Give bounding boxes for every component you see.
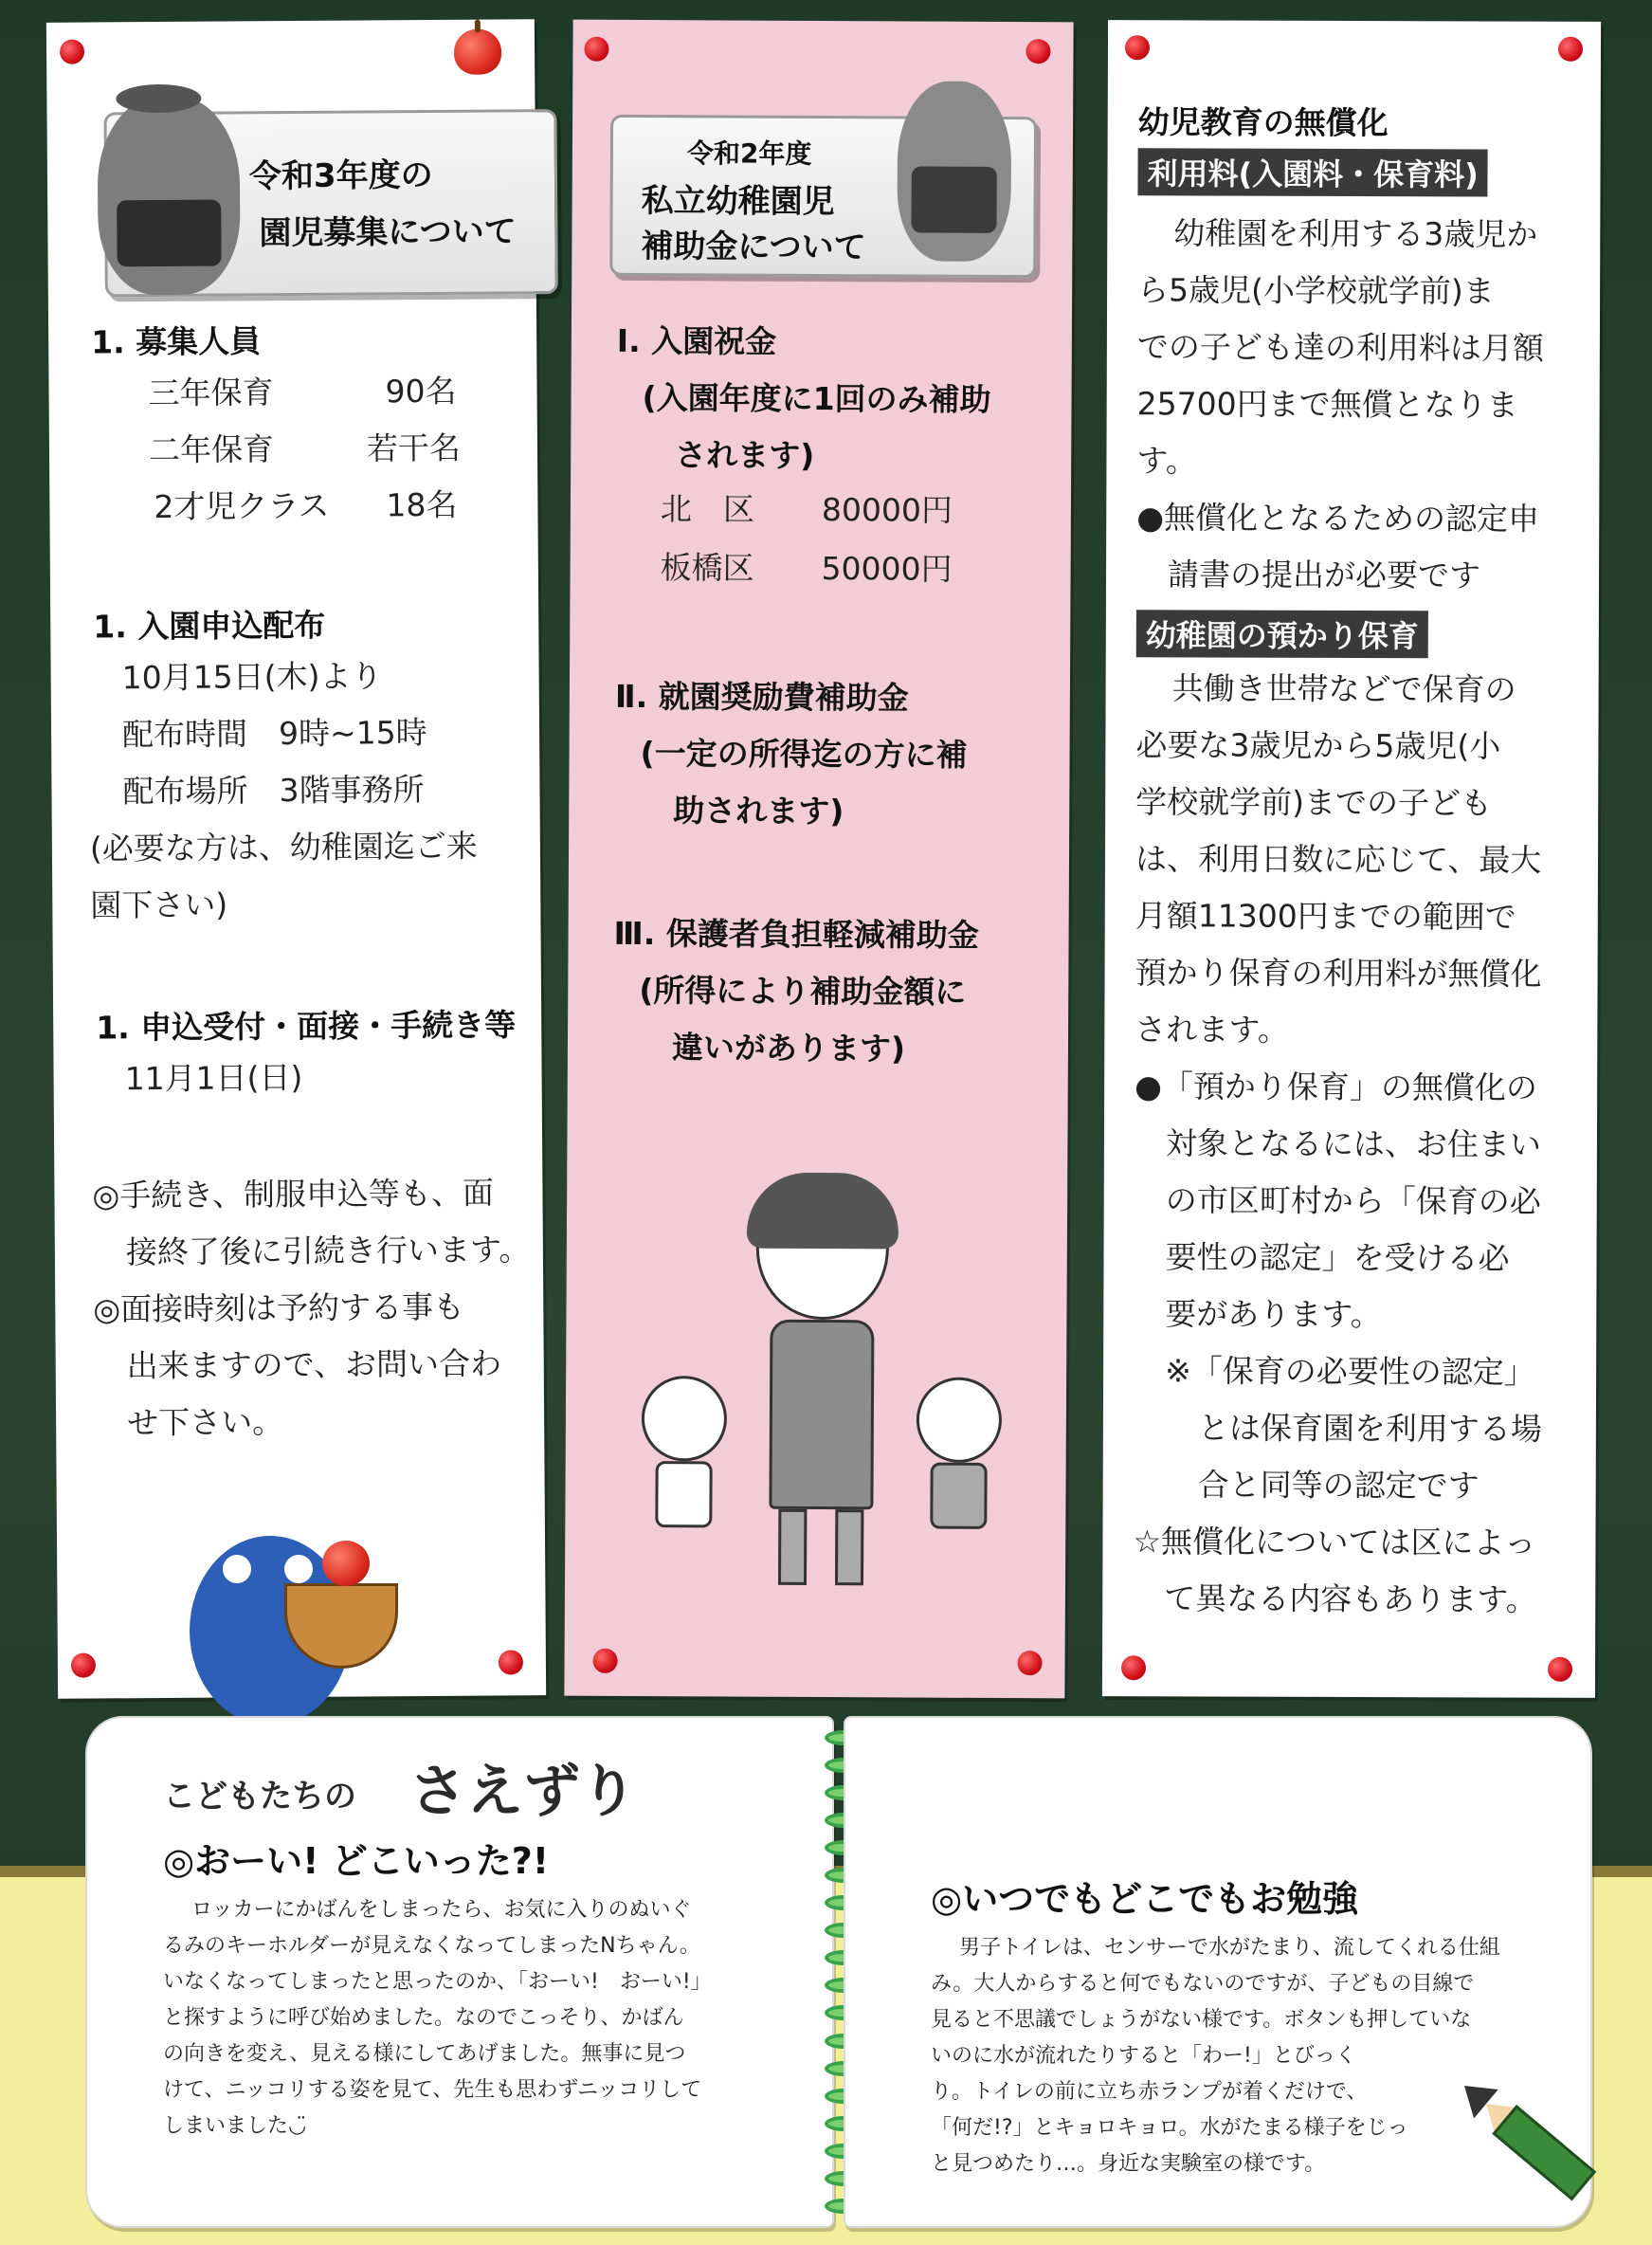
note-line: せ下さい。 — [127, 1403, 284, 1442]
note-line: ◎面接時刻は予約する事も — [93, 1287, 465, 1328]
ward-difference-note: て異なる内容もあります。 — [1164, 1579, 1537, 1618]
red-pin-icon — [1558, 37, 1583, 62]
itabashi-ward-value: 50000円 — [821, 550, 953, 588]
two-year-value: 若干名 — [366, 429, 462, 467]
eligibility-bullet: 要性の認定」を受ける必 — [1165, 1238, 1510, 1277]
apple-icon — [454, 28, 501, 74]
usage-fee-line: での子ども達の利用料は月額 — [1136, 328, 1544, 367]
left-story-line: と探すように呼び始めました。なのでこっそり、かばん — [163, 2006, 684, 2030]
eligibility-bullet: 対象となるには、お住まい — [1165, 1124, 1542, 1163]
plate-title-line1: 令和2年度 — [686, 137, 812, 170]
usage-fee-line: ら5歳児(小学校就学前)ま — [1137, 271, 1495, 310]
red-pin-icon — [1125, 35, 1150, 60]
elephant-mascot-icon — [97, 95, 240, 295]
right-story-line: り。トイレの前に立ち赤ランプが着くだけで、 — [931, 2080, 1368, 2104]
kita-ward-value: 80000円 — [821, 491, 953, 529]
age2-class-label: 2才児クラス — [154, 486, 330, 526]
certificate-bullet: 請書の提出が必要です — [1167, 556, 1481, 594]
interview-date: 11月1日(日) — [124, 1058, 303, 1098]
red-pin-icon — [1548, 1657, 1572, 1682]
recruitment-title-plate — [103, 109, 557, 297]
free-education-column — [1102, 20, 1601, 1698]
extended-care-bar: 幼稚園の預かり保育 — [1136, 610, 1428, 658]
distribution-line: (必要な方は、幼稚園迄ご来 — [89, 827, 478, 867]
age2-class-value: 18名 — [386, 485, 458, 524]
entrance-gift-heading: Ⅰ. 入園祝金 — [616, 321, 777, 360]
note-line: 接終了後に引続き行います。 — [125, 1231, 531, 1271]
certification-note: とは保育園を利用する場 — [1197, 1409, 1542, 1448]
red-pin-icon — [593, 1649, 618, 1673]
extended-care-line: は、利用日数に応じて、最大 — [1135, 840, 1542, 879]
notebook-right-page — [844, 1716, 1592, 2228]
usage-fee-line: 25700円まで無償となりま — [1136, 385, 1518, 424]
three-year-label: 三年保育 — [148, 374, 274, 412]
ward-difference-note: ☆無償化については区によっ — [1133, 1523, 1536, 1561]
note-line: 出来ますので、お問い合わ — [126, 1344, 502, 1385]
notebook-title-big: さえずり — [409, 1759, 637, 1825]
red-pin-icon — [71, 1652, 96, 1677]
left-story-line: けて、ニッコリする姿を見て、先生も思わずニッコリして — [163, 2078, 702, 2102]
right-story-line: 男子トイレは、センサーで水がたまり、流してくれる仕組 — [959, 1936, 1500, 1960]
right-story-line: 「何だ!?」とキョロキョロ。水がたまる様子をじっ — [931, 2116, 1408, 2140]
burden-reduction-heading: Ⅲ. 保護者負担軽減補助金 — [613, 914, 979, 954]
red-pin-icon — [60, 40, 84, 64]
distribution-line: 配布場所 3階事務所 — [122, 771, 425, 811]
distribution-line: 園下さい) — [90, 885, 228, 924]
three-year-value: 90名 — [385, 372, 457, 411]
left-story-line: しまいました◡̈ — [163, 2114, 307, 2138]
recruit-count-heading: 1. 募集人員 — [91, 322, 262, 361]
entrance-gift-sub: されます) — [675, 436, 815, 474]
usage-fee-line: 幼稚園を利用する3歳児か — [1173, 214, 1538, 253]
plate-title-line2: 私立幼稚園児 — [641, 182, 835, 222]
right-story-heading: ◎いつでもどこでもお勉強 — [931, 1878, 1359, 1920]
burden-reduction-sub: 違いがあります) — [671, 1029, 906, 1068]
burden-reduction-sub: (所得により補助金額に — [639, 972, 967, 1011]
bluebird-mascot-icon — [171, 1517, 408, 1744]
left-story-heading: ◎おーい! どこいった?! — [163, 1840, 550, 1882]
teacher-children-illustration — [631, 1177, 1022, 1596]
eligibility-bullet: 要があります。 — [1165, 1295, 1382, 1334]
encouragement-subsidy-heading: Ⅱ. 就園奨励費補助金 — [614, 677, 909, 717]
interview-heading: 1. 申込受付・面接・手続き等 — [96, 1006, 517, 1047]
kita-ward-label: 北 区 — [660, 490, 755, 528]
red-pin-icon — [499, 1650, 523, 1674]
distribution-line: 10月15日(木)より — [121, 657, 383, 697]
extended-care-line: 預かり保育の利用料が無償化 — [1135, 954, 1542, 993]
eligibility-bullet: の市区町村から「保育の必 — [1165, 1181, 1541, 1220]
plate-title-line1: 令和3年度の — [248, 155, 433, 196]
certificate-bullet: ●無償化となるための認定申 — [1136, 499, 1540, 538]
cat-mascot-icon — [897, 81, 1011, 262]
entrance-gift-sub: (入園年度に1回のみ補助 — [642, 379, 991, 418]
free-education-title: 幼児教育の無償化 — [1137, 103, 1389, 142]
extended-care-line: 月額11300円までの範囲で — [1135, 897, 1516, 936]
distribution-line: 配布時間 9時~15時 — [121, 714, 427, 754]
application-distribution-heading: 1. 入園申込配布 — [93, 606, 326, 646]
red-pin-icon — [1017, 1651, 1042, 1675]
left-story-line: るみのキーホルダーが見えなくなってしまったNちゃん。 — [163, 1934, 700, 1958]
right-story-line: み。大人からすると何でもないのですが、子どもの目線で — [931, 1972, 1475, 1996]
plate-title-line3: 補助金について — [641, 228, 866, 267]
plate-title-line2: 園児募集について — [259, 212, 517, 253]
extended-care-line: 必要な3歳児から5歳児(小 — [1135, 726, 1501, 765]
right-story-line: 見ると不思議でしょうがない様です。ボタンも押していな — [931, 2008, 1472, 2032]
certification-note: ※「保育の必要性の認定」 — [1165, 1352, 1535, 1391]
notebook-left-page — [85, 1716, 834, 2228]
red-pin-icon — [1121, 1655, 1146, 1680]
recruitment-column — [46, 19, 546, 1699]
itabashi-ward-label: 板橋区 — [660, 549, 754, 587]
notebook-title-small: こどもたちの — [163, 1778, 356, 1816]
note-line: ◎手続き、制服申込等も、面 — [92, 1174, 495, 1214]
extended-care-line: 共働き世帯などで保育の — [1171, 669, 1516, 708]
encouragement-subsidy-sub: 助されます) — [673, 792, 844, 830]
kids-chirp-notebook — [85, 1716, 1602, 2228]
left-story-line: ロッカーにかばんをしまったら、お気に入りのぬいぐ — [191, 1898, 692, 1922]
left-story-line: いなくなってしまったと思ったのか、「おーい! おーい!」 — [163, 1970, 712, 1994]
subsidy-column — [564, 20, 1073, 1699]
two-year-label: 二年保育 — [148, 430, 275, 469]
eligibility-bullet: ●「預かり保育」の無償化の — [1135, 1068, 1538, 1106]
red-pin-icon — [1026, 39, 1050, 64]
left-story-line: の向きを変え、見える様にしてあげました。無事に見つ — [163, 2042, 686, 2066]
usage-fee-line: す。 — [1136, 442, 1197, 480]
extended-care-line: されます。 — [1135, 1011, 1289, 1049]
usage-fee-bar: 利用料(入園料・保育料) — [1137, 148, 1487, 196]
certification-note: 合と同等の認定です — [1197, 1466, 1480, 1505]
extended-care-line: 学校就学前)までの子ども — [1135, 783, 1493, 822]
red-pin-icon — [584, 37, 608, 62]
subsidy-title-plate — [609, 115, 1037, 278]
encouragement-subsidy-sub: (一定の所得迄の方に補 — [640, 735, 968, 774]
right-story-line: と見つめたり…。身近な実験室の様です。 — [931, 2152, 1326, 2176]
right-story-line: いのに水が流れたりすると「わー!」とびっく — [931, 2044, 1356, 2068]
